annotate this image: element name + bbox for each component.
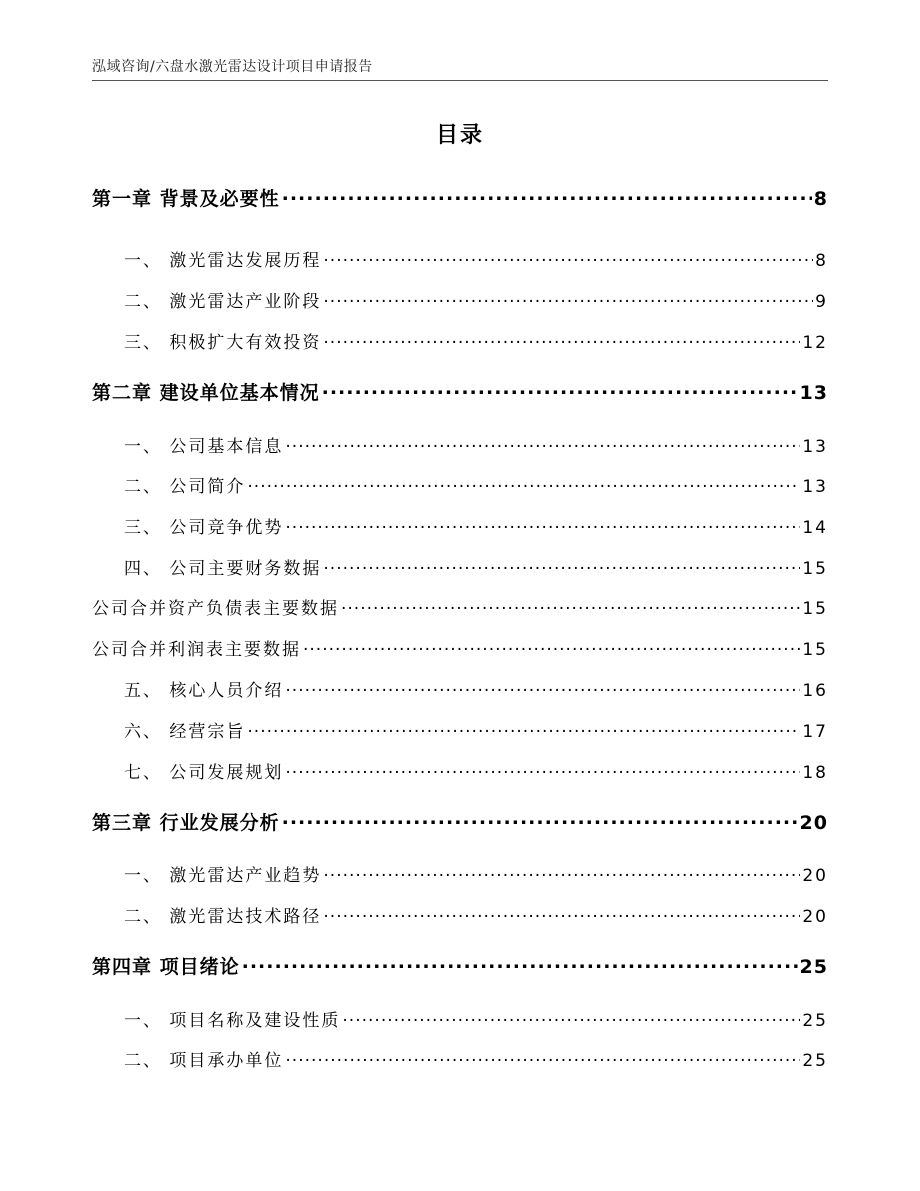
toc-leader-dots — [322, 380, 798, 399]
toc-entry-page: 15 — [802, 640, 828, 660]
toc-entry-label: 二、 激光雷达技术路径 — [124, 907, 322, 927]
toc-entry-page: 16 — [802, 681, 828, 701]
toc-leader-dots — [303, 638, 800, 655]
toc-leader-dots — [285, 761, 800, 778]
toc-entry-label: 第三章 行业发展分析 — [92, 812, 280, 834]
toc-entry-page: 13 — [799, 382, 828, 404]
toc-entry-label: 七、 公司发展规划 — [124, 763, 284, 783]
toc-entry-section[interactable] — [92, 513, 828, 538]
toc-leader-dots — [342, 1009, 800, 1026]
toc-entry-label: 一、 激光雷达产业趋势 — [124, 866, 322, 886]
running-header: 泓域咨询/六盘水激光雷达设计项目申请报告 — [92, 59, 373, 75]
toc-entry-section[interactable] — [92, 432, 828, 457]
toc-entry-label: 二、 公司简介 — [124, 477, 246, 497]
toc-entry-page: 15 — [802, 599, 828, 619]
toc-entry-page: 20 — [802, 907, 828, 927]
toc-leader-dots — [282, 186, 812, 205]
toc-entry-section[interactable] — [92, 902, 828, 927]
toc-entry-section[interactable] — [92, 1046, 828, 1071]
toc-entry-label: 一、 公司基本信息 — [124, 437, 284, 457]
toc-entry-label: 五、 核心人员介绍 — [124, 681, 284, 701]
toc-leader-dots — [323, 290, 813, 307]
toc-entry-page: 17 — [802, 722, 828, 742]
toc-entry-label: 六、 经营宗旨 — [124, 722, 246, 742]
toc-leader-dots — [285, 679, 800, 696]
toc-entry-page: 13 — [802, 477, 828, 497]
toc-entry-section[interactable] — [92, 554, 828, 579]
toc-leader-dots — [285, 516, 800, 533]
toc-leader-dots — [282, 810, 798, 829]
toc-entry-chapter[interactable] — [92, 808, 828, 835]
toc-entry-page: 9 — [815, 292, 828, 312]
toc-entry-label: 一、 项目名称及建设性质 — [124, 1011, 341, 1031]
toc-entry-label: 三、 公司竞争优势 — [124, 518, 284, 538]
toc-leader-dots — [323, 557, 800, 574]
toc-entry-page: 13 — [802, 437, 828, 457]
toc-entry-label: 第四章 项目绪论 — [92, 956, 240, 978]
toc-entry-table[interactable] — [92, 635, 828, 660]
toc-leader-dots — [323, 249, 813, 266]
toc-entry-label: 第二章 建设单位基本情况 — [92, 382, 320, 404]
toc-entry-label: 二、 激光雷达产业阶段 — [124, 292, 322, 312]
toc-entry-section[interactable] — [92, 861, 828, 886]
toc-leader-dots — [285, 435, 800, 452]
toc-entry-page: 8 — [813, 188, 828, 210]
toc-entry-label: 第一章 背景及必要性 — [92, 188, 280, 210]
toc-entry-page: 25 — [802, 1011, 828, 1031]
toc-entry-chapter[interactable] — [92, 378, 828, 405]
toc-entry-section[interactable] — [92, 676, 828, 701]
toc-entry-section[interactable] — [92, 246, 828, 271]
toc-leader-dots — [323, 331, 800, 348]
toc-entry-chapter[interactable] — [92, 184, 828, 211]
toc-leader-dots — [323, 905, 800, 922]
toc-leader-dots — [341, 597, 800, 614]
toc-leader-dots — [285, 1049, 800, 1066]
toc-entry-section[interactable] — [92, 1006, 828, 1031]
toc-entry-section[interactable] — [92, 287, 828, 312]
toc-entry-label: 一、 激光雷达发展历程 — [124, 251, 322, 271]
toc-title: 目录 — [435, 123, 484, 148]
toc-entry-chapter[interactable] — [92, 952, 828, 979]
toc-entry-label: 公司合并利润表主要数据 — [92, 640, 301, 660]
toc-entry-section[interactable] — [92, 758, 828, 783]
header-rule — [92, 80, 828, 81]
toc-leader-dots — [247, 475, 800, 492]
toc-entry-section[interactable] — [92, 472, 828, 497]
toc-entry-page: 15 — [802, 559, 828, 579]
toc-leader-dots — [247, 720, 800, 737]
toc-entry-page: 20 — [802, 866, 828, 886]
toc-entry-page: 25 — [799, 956, 828, 978]
toc-entry-page: 20 — [799, 812, 828, 834]
toc-entry-table[interactable] — [92, 594, 828, 619]
toc-entry-page: 25 — [802, 1051, 828, 1071]
toc-entry-section[interactable] — [92, 328, 828, 353]
toc-entry-page: 14 — [802, 518, 828, 538]
toc-entry-section[interactable] — [92, 717, 828, 742]
toc-entry-page: 18 — [802, 763, 828, 783]
toc-leader-dots — [323, 864, 800, 881]
toc-entry-label: 二、 项目承办单位 — [124, 1051, 284, 1071]
toc-entry-label: 三、 积极扩大有效投资 — [124, 333, 322, 353]
toc-entry-page: 8 — [815, 251, 828, 271]
toc-entry-page: 12 — [802, 333, 828, 353]
toc-entry-label: 四、 公司主要财务数据 — [124, 559, 322, 579]
toc-entry-label: 公司合并资产负债表主要数据 — [92, 599, 339, 619]
toc-leader-dots — [242, 954, 798, 973]
